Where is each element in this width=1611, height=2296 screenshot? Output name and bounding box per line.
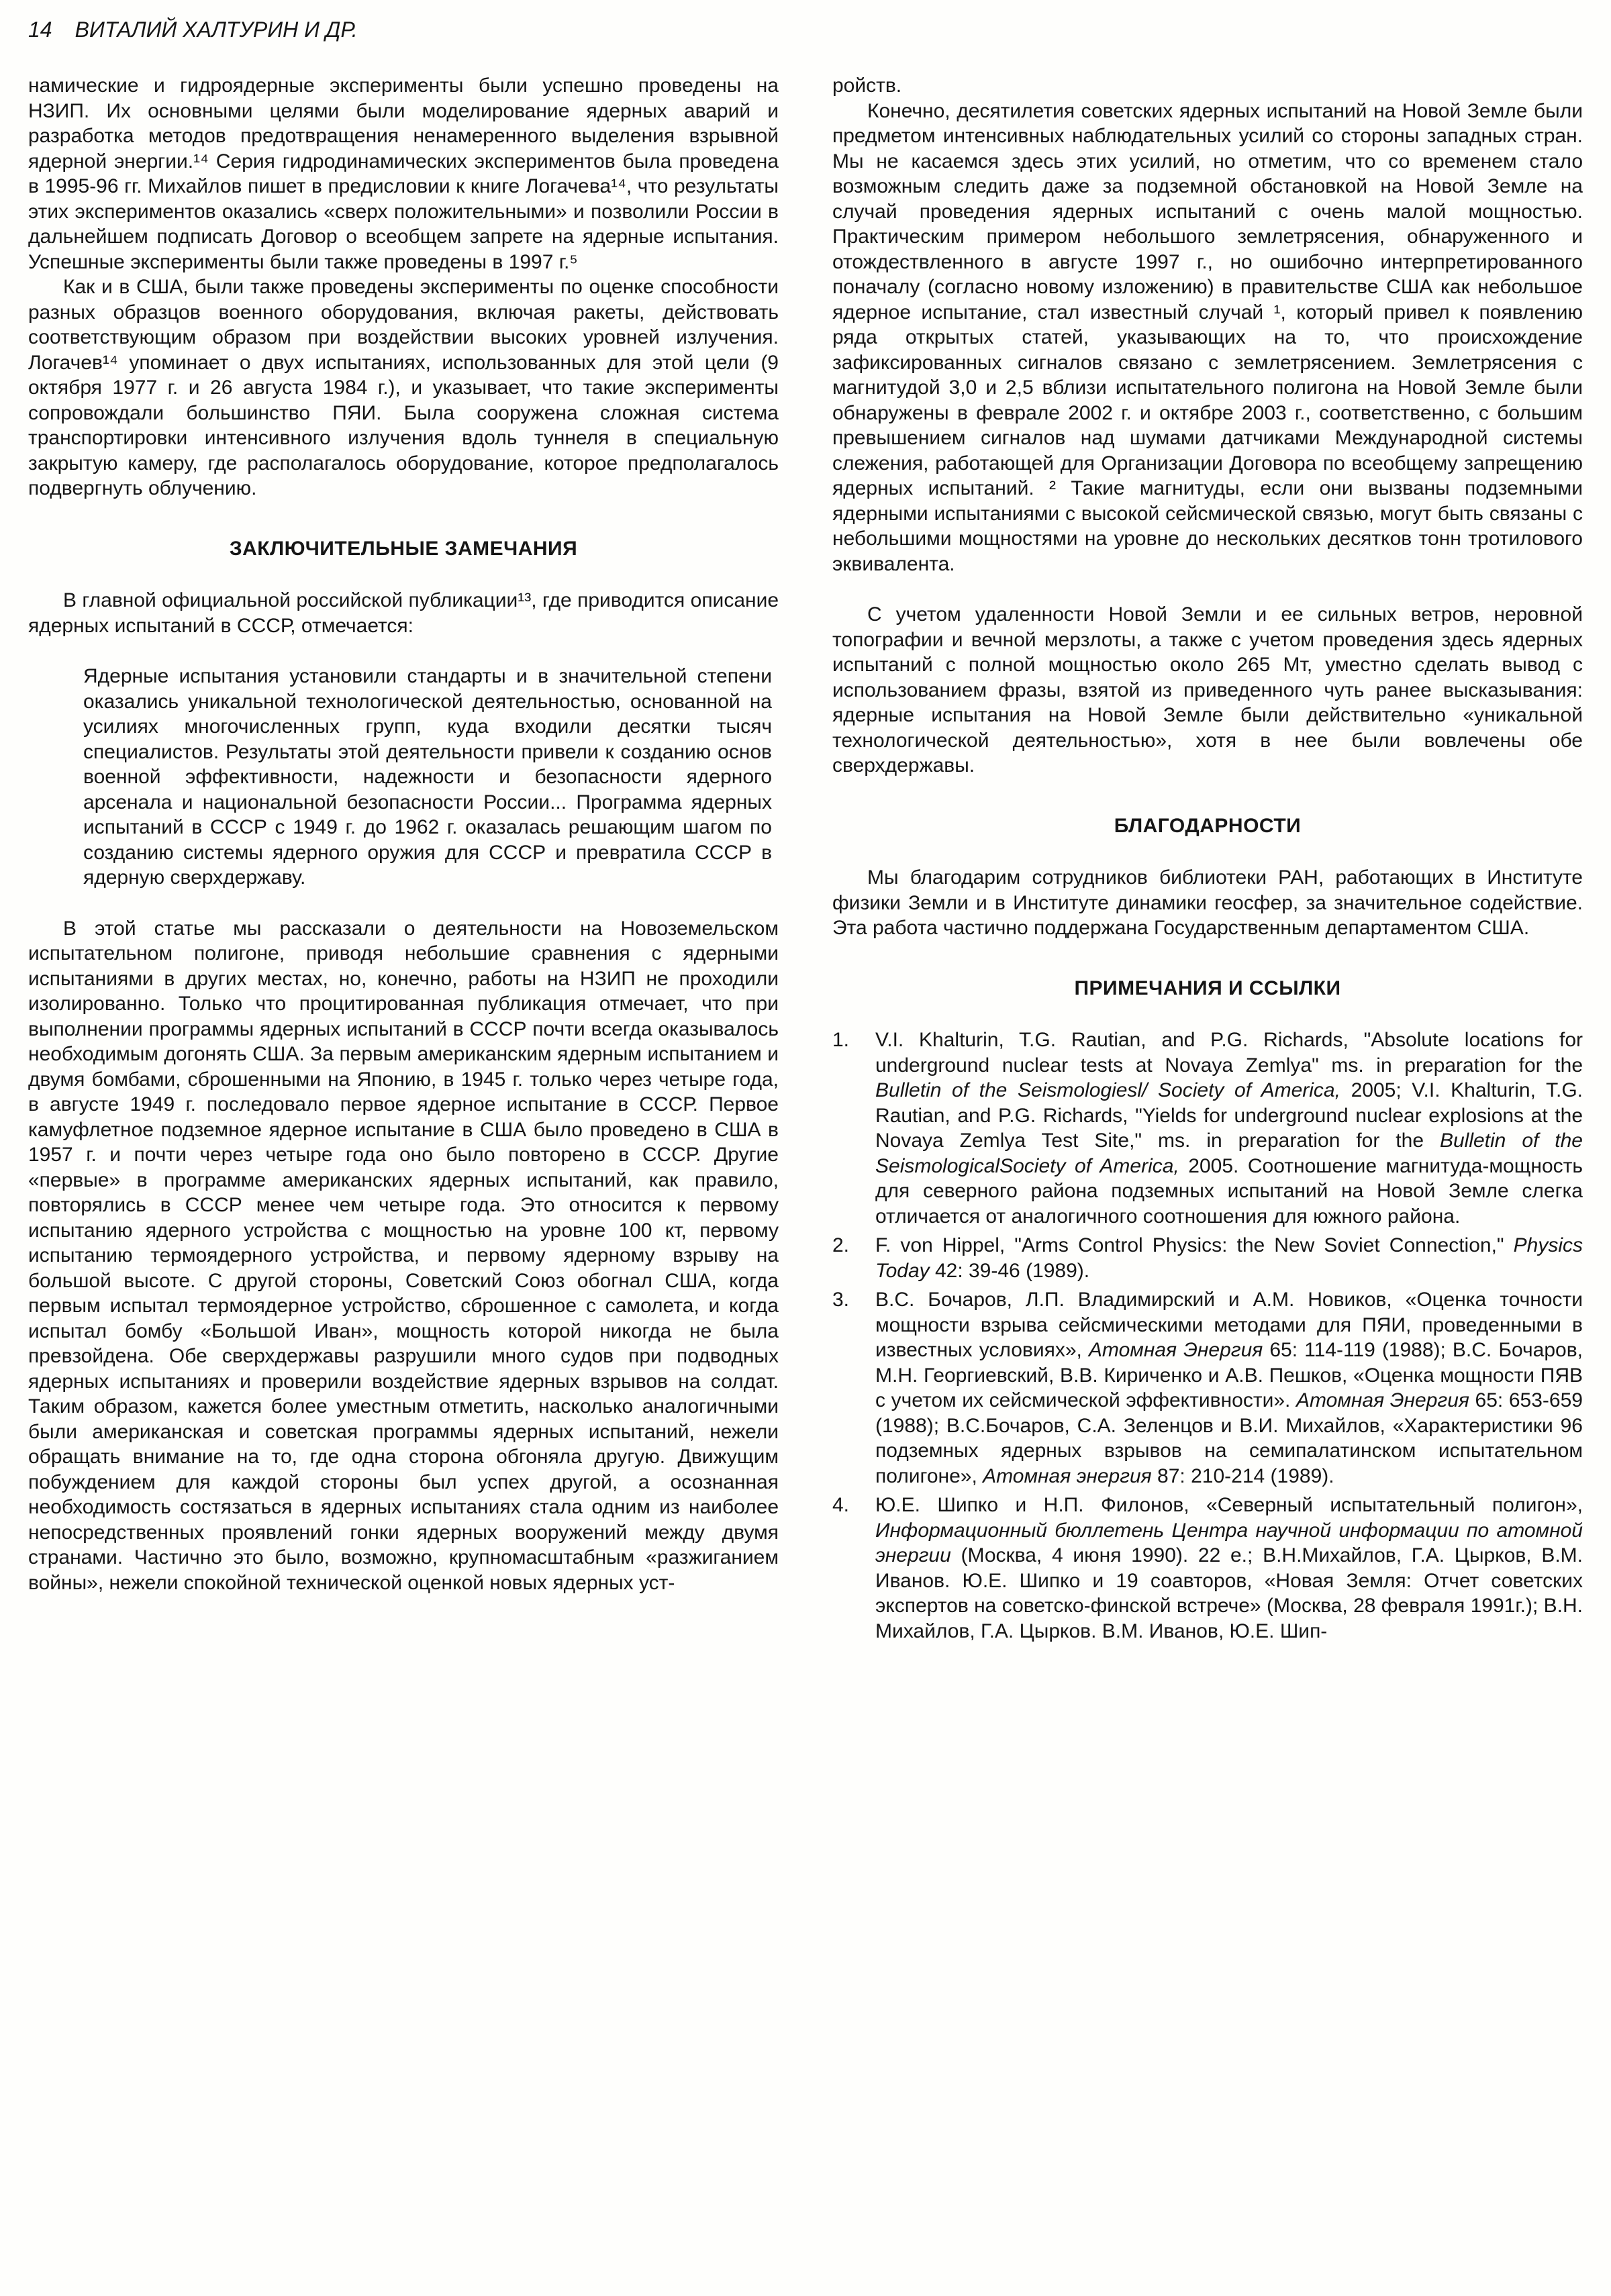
reference-segment-italic: Атомная энергия: [983, 1464, 1152, 1487]
page-header: [28, 17, 1583, 42]
paragraph: Мы благодарим сотрудников библиотеки РАН, работающих в Институте физики Земли и в Институте динамики геосфер, за значительное содействие. Эта работа частично поддержана Государственным департаментом США.: [832, 866, 1583, 939]
reference-segment: В.С. Бочаров, Л.П. Владимирский и А.М. Новиков, «Оценка точности мощности взрыва сейсмическими методами для ПЯИ, проведенными в известных условиях»,: [875, 1289, 1583, 1361]
paragraph-continuation: ройств.: [832, 74, 902, 97]
reference-segment: F. von Hippel, "Arms Control Physics: the New Soviet Connection,": [875, 1234, 1514, 1256]
page-number: 14: [28, 17, 52, 42]
paragraph: Конечно, десятилетия советских ядерных испытаний на Новой Земле были предметом интенсивных наблюдательных усилий со стороны западных стран. Мы не касаемся здесь этих усилий, но отметим, что со временем стало возможным следить даже за подземной обстановкой на Новой Земле на случай проведения ядерных испытаний с очень малой мощностью. Практическим примером небольшого землетрясения, обнаруженного и отождествленного в августе 1997 г., но ошибочно интерпретированного поначалу (согласно новому изложению) в правительстве США как небольшое ядерное испытание, стал известный случай ¹, который привел к появлению ряда открытых статей, указывающих на то, что происхождение зафиксированных сигналов связано с землетрясением. Землетрясения с магнитудой 3,0 и 2,5 вблизи испытательного полигона на Новой Земле были обнаружены в феврале 2002 г. и октябре 2003 г., соответственно, с большим превышением сигналов над шумами датчиками Международной системы слежения, работающей для Организации Договора по всеобщему запрещению ядерных испытаний. ² Такие магнитуды, если они вызваны подземными ядерными испытаниями с высокой сейсмической связью, могут быть связаны с небольшими мощностями на уровне до нескольких десятков тонн тротилового эквивалента.: [832, 99, 1583, 575]
reference-item: [832, 1028, 1583, 1229]
reference-text: [875, 1287, 1583, 1489]
reference-segment: 65: 114-119 (1988); В.С. Бочаров, М.Н. Георгиевский, В.В. Кириченко и А.В. Пешков, «Оценка мощности ПЯВ с учетом их сейсмической эффективности».: [875, 1339, 1583, 1411]
reference-text: [875, 1028, 1583, 1229]
reference-number: 1.: [832, 1029, 850, 1051]
reference-segment: 65: 653-659 (1988); В.С.Бочаров, С.А. Зеленцов и В.И. Михайлов, «Характеристики 96 подземных ядерных взрывов на семипалатинском испытательном полигоне»,: [875, 1389, 1583, 1487]
reference-segment: Ю.Е. Шипко и Н.П. Филонов, «Северный испытательный полигон»,: [875, 1494, 1583, 1516]
reference-segment-italic: Bulletin of the Seismologiesl/ Society of America,: [875, 1079, 1340, 1101]
paragraph: Как и в США, были также проведены эксперименты по оценке способности разных образцов военного оборудования, включая ракеты, действовать соответствующим образом при воздействии высоких уровней излучения. Логачев¹⁴ упоминает о двух испытаниях, использованных для этой цели (9 октября 1977 г. и 26 августа 1984 г.), и указывает, что такие эксперименты сопровождали большинство ПЯИ. Была сооружена сложная система транспортировки интенсивного излучения вдоль туннеля в специальную закрытую камеру, где располагалось оборудование, которое предполагалось подвергнуть облучению.: [28, 276, 779, 499]
running-head: ВИТАЛИЙ ХАЛТУРИН И ДР.: [75, 17, 358, 42]
paragraph: В этой статье мы рассказали о деятельности на Новоземельском испытательном полигоне, приводя небольшие сравнения с ядерными испытаниями в других местах, но, конечно, работы на НЗИП не проходили изолированно. Только что процитированная публикация отмечает, что при выполнении программы ядерных испытаний в СССР почти всегда оказывалось необходимым догонять США. За первым американским ядерным испытанием и двумя бомбами, сброшенными на Японию, в 1945 г. только через четыре года, в августе 1949 г. последовало первое ядерное испытание в СССР. Первое камуфлетное подземное ядерное испытание в США было проведено в США в 1957 г. и почти через четыре года оно было повторено в СССР. Другие «первые» в программе американских ядерных испытаний, как правило, повторялись в СССР менее чем четыре года. Это относится к первому испытанию ядерного устройства с мощностью на уровне 100 кт, первому испытанию термоядерного устройства, и первому ядерному взрыву на большой высоте. С другой стороны, Советский Союз обогнал США, когда первым испытал термоядерное устройство, сброшенное с самолета, и когда испытал бомбу «Большой Иван», мощность которой никогда не была превзойдена. Обе сверхдержавы разрушили много судов при подводных ядерных испытаниях и проверили воздействие ядерных взрывов на солдат. Таким образом, кажется более уместным отметить, насколько аналогичными были американская и советская программы ядерных испытаний, нежели обращать внимание на то, где одна сторона обгоняла другую. Движущим побуждением для каждой стороны был успех другой, а осознанная необходимость состязаться в ядерных испытаниях стала одним из наиболее непосредственных проявлений гонки ядерных вооружений между двумя странами. Частично это было, возможно, крупномасштабным «разжиганием войны», нежели спокойной технической оценкой новых ядерных уст-: [28, 917, 779, 1594]
reference-item: [832, 1493, 1583, 1644]
reference-segment-italic: Bulletin of the SeismologicalSociety of America,: [875, 1130, 1583, 1177]
reference-segment: (Москва, 4 июня 1990). 22 е.; В.Н.Михайлов, Г.А. Цырков, В.М. Иванов. Ю.Е. Шипко и 19 соавторов, «Новая Земля: Отчет советских экспертов на советско-финской встрече» (Москва, 28 февраля 1991г.); В.Н. Михайлов, Г.А. Цырков. В.М. Иванов, Ю.Е. Шип-: [875, 1544, 1583, 1642]
reference-segment: 87: 210-214 (1989).: [1151, 1464, 1334, 1487]
reference-number: 3.: [832, 1289, 850, 1311]
reference-text: [875, 1493, 1583, 1644]
reference-text: [875, 1233, 1583, 1283]
reference-number: 2.: [832, 1234, 850, 1256]
two-column-layout: [28, 73, 1583, 1648]
reference-segment: 2005. Соотношение магнитуда-мощность для северного района подземных испытаний на Новой Земле слегка отличается от аналогичного соотношения для южного района.: [875, 1154, 1583, 1228]
references-list: [832, 1028, 1583, 1644]
paragraph: В главной официальной российской публикации¹³, где приводится описание ядерных испытаний в СССР, отмечается:: [28, 589, 779, 637]
reference-segment-italic: Physics Today: [875, 1234, 1583, 1282]
reference-segment: 2005; V.I. Khalturin, T.G. Rautian, and P.G. Richards, "Yields for underground nuclear explosions at the Novaya Zemlya Test Site," ms. in preparation for the: [875, 1079, 1583, 1152]
left-column: [28, 73, 779, 1648]
paragraph-continuation: намические и гидроядерные эксперименты были успешно проведены на НЗИП. Их основными целями были моделирование ядерных аварий и разработка методов предотвращения ненамеренного выделения взрывной ядерной энергии.¹⁴ Серия гидродинамических экспериментов была проведена в 1995-96 гг. Михайлов пишет в предисловии к книге Логачева¹⁴, что результаты этих экспериментов оказались «сверх положительными» и позволили России в дальнейшем подписать Договор о всеобщем запрете на ядерные испытания. Успешные эксперименты были также проведены в 1997 г.⁵: [28, 74, 779, 273]
right-column: [832, 73, 1583, 1648]
block-quote: Ядерные испытания установили стандарты и в значительной степени оказались уникальной технологической деятельностью, основанной на усилиях многочисленных групп, куда входили десятки тысяч специалистов. Результаты этой деятельности привели к созданию основ военной эффективности, надежности и безопасности ядерного арсенала и национальной безопасности России... Программа ядерных испытаний в СССР с 1949 г. до 1962 г. оказалась решающим шагом по созданию системы ядерного оружия для СССР и превратила СССР в ядерную сверхдержаву.: [83, 665, 772, 889]
reference-segment-italic: Атомная Энергия: [1296, 1389, 1469, 1411]
reference-segment-italic: Атомная Энергия: [1088, 1339, 1263, 1361]
reference-segment: V.I. Khalturin, T.G. Rautian, and P.G. Richards, "Absolute locations for underground nuclear tests at Novaya Zemlya" ms. in preparation for the: [875, 1029, 1583, 1077]
section-heading-conclusions: ЗАКЛЮЧИТЕЛЬНЫЕ ЗАМЕЧАНИЯ: [229, 537, 578, 560]
reference-item: [832, 1287, 1583, 1489]
section-heading-notes-and-references: ПРИМЕЧАНИЯ И ССЫЛКИ: [1074, 977, 1341, 999]
reference-segment-italic: Информационный бюллетень Центра научной информации по атомной энергии: [875, 1519, 1583, 1566]
paragraph: С учетом удаленности Новой Земли и ее сильных ветров, неровной топографии и вечной мерзлоты, а также с учетом проведения здесь ядерных испытаний с полной мощностью около 265 Мт, уместно сделать вывод с использованием фразы, взятой из приведенного чуть ранее высказывания: ядерные испытания на Новой Земле были действительно «уникальной технологической деятельностью», хотя в нее были вовлечены обе сверхдержавы.: [832, 603, 1583, 777]
section-heading-acknowledgements: БЛАГОДАРНОСТИ: [1114, 814, 1302, 837]
reference-segment: 42: 39-46 (1989).: [929, 1259, 1090, 1282]
reference-number: 4.: [832, 1494, 850, 1516]
reference-item: [832, 1233, 1583, 1283]
